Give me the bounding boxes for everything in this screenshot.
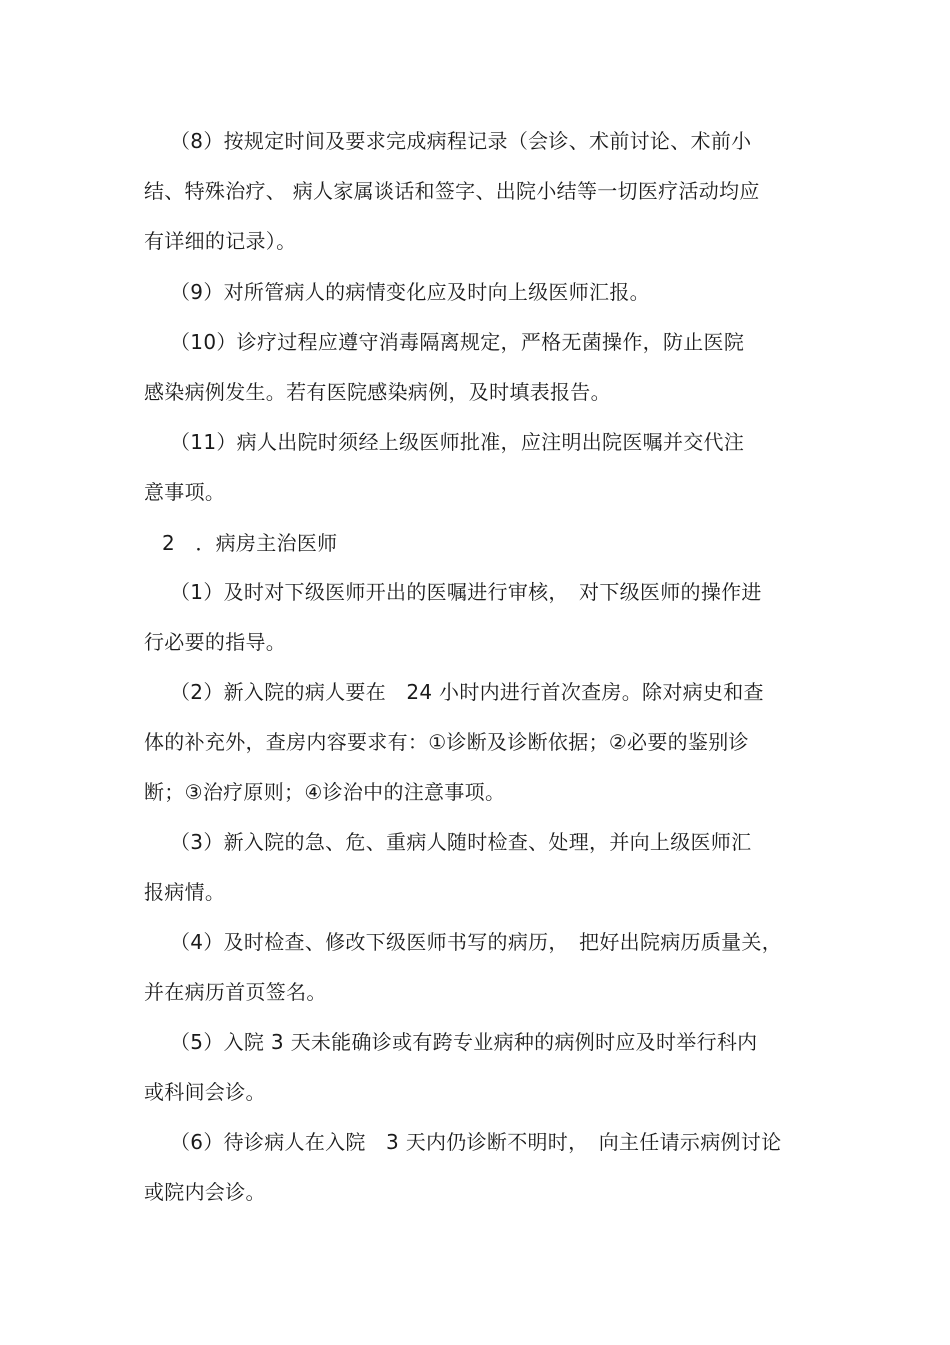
text-line: （8）按规定时间及要求完成病程记录（会诊、术前讨论、术前小 xyxy=(170,129,752,153)
text-line: 报病情。 xyxy=(144,880,226,904)
text-line: （4）及时检查、修改下级医师书写的病历， 把好出院病历质量关， xyxy=(170,930,783,954)
text-line: 有详细的记录）。 xyxy=(144,229,297,253)
text-line: （2）新入院的病人要在 24 小时内进行首次查房。除对病史和查 xyxy=(170,680,764,704)
text-line: （1）及时对下级医师开出的医嘱进行审核， 对下级医师的操作进 xyxy=(170,580,762,604)
text-line: 或院内会诊。 xyxy=(144,1180,266,1204)
text-line: （5）入院 3 天未能确诊或有跨专业病种的病例时应及时举行科内 xyxy=(170,1030,758,1054)
text-line: （10）诊疗过程应遵守消毒隔离规定，严格无菌操作，防止医院 xyxy=(170,330,745,354)
text-line: 断；③治疗原则；④诊治中的注意事项。 xyxy=(144,780,506,804)
section-heading: 2 ．病房主治医师 xyxy=(162,531,338,555)
text-line: 感染病例发生。若有医院感染病例，及时填表报告。 xyxy=(144,380,611,404)
text-line: 行必要的指导。 xyxy=(144,630,287,654)
text-line: 体的补充外，查房内容要求有：①诊断及诊断依据；②必要的鉴别诊 xyxy=(144,730,749,754)
text-line: （6）待诊病人在入院 3 天内仍诊断不明时， 向主任请示病例讨论 xyxy=(170,1130,782,1154)
text-line: 结、特殊治疗、 病人家属谈话和签字、出院小结等一切医疗活动均应 xyxy=(144,179,760,203)
text-line: 并在病历首页签名。 xyxy=(144,980,327,1004)
text-line: （9）对所管病人的病情变化应及时向上级医师汇报。 xyxy=(170,280,650,304)
text-line: （11）病人出院时须经上级医师批准，应注明出院医嘱并交代注 xyxy=(170,430,745,454)
text-line: 意事项。 xyxy=(144,480,226,504)
text-line: 或科间会诊。 xyxy=(144,1080,266,1104)
text-line: （3）新入院的急、危、重病人随时检查、处理，并向上级医师汇 xyxy=(170,830,752,854)
